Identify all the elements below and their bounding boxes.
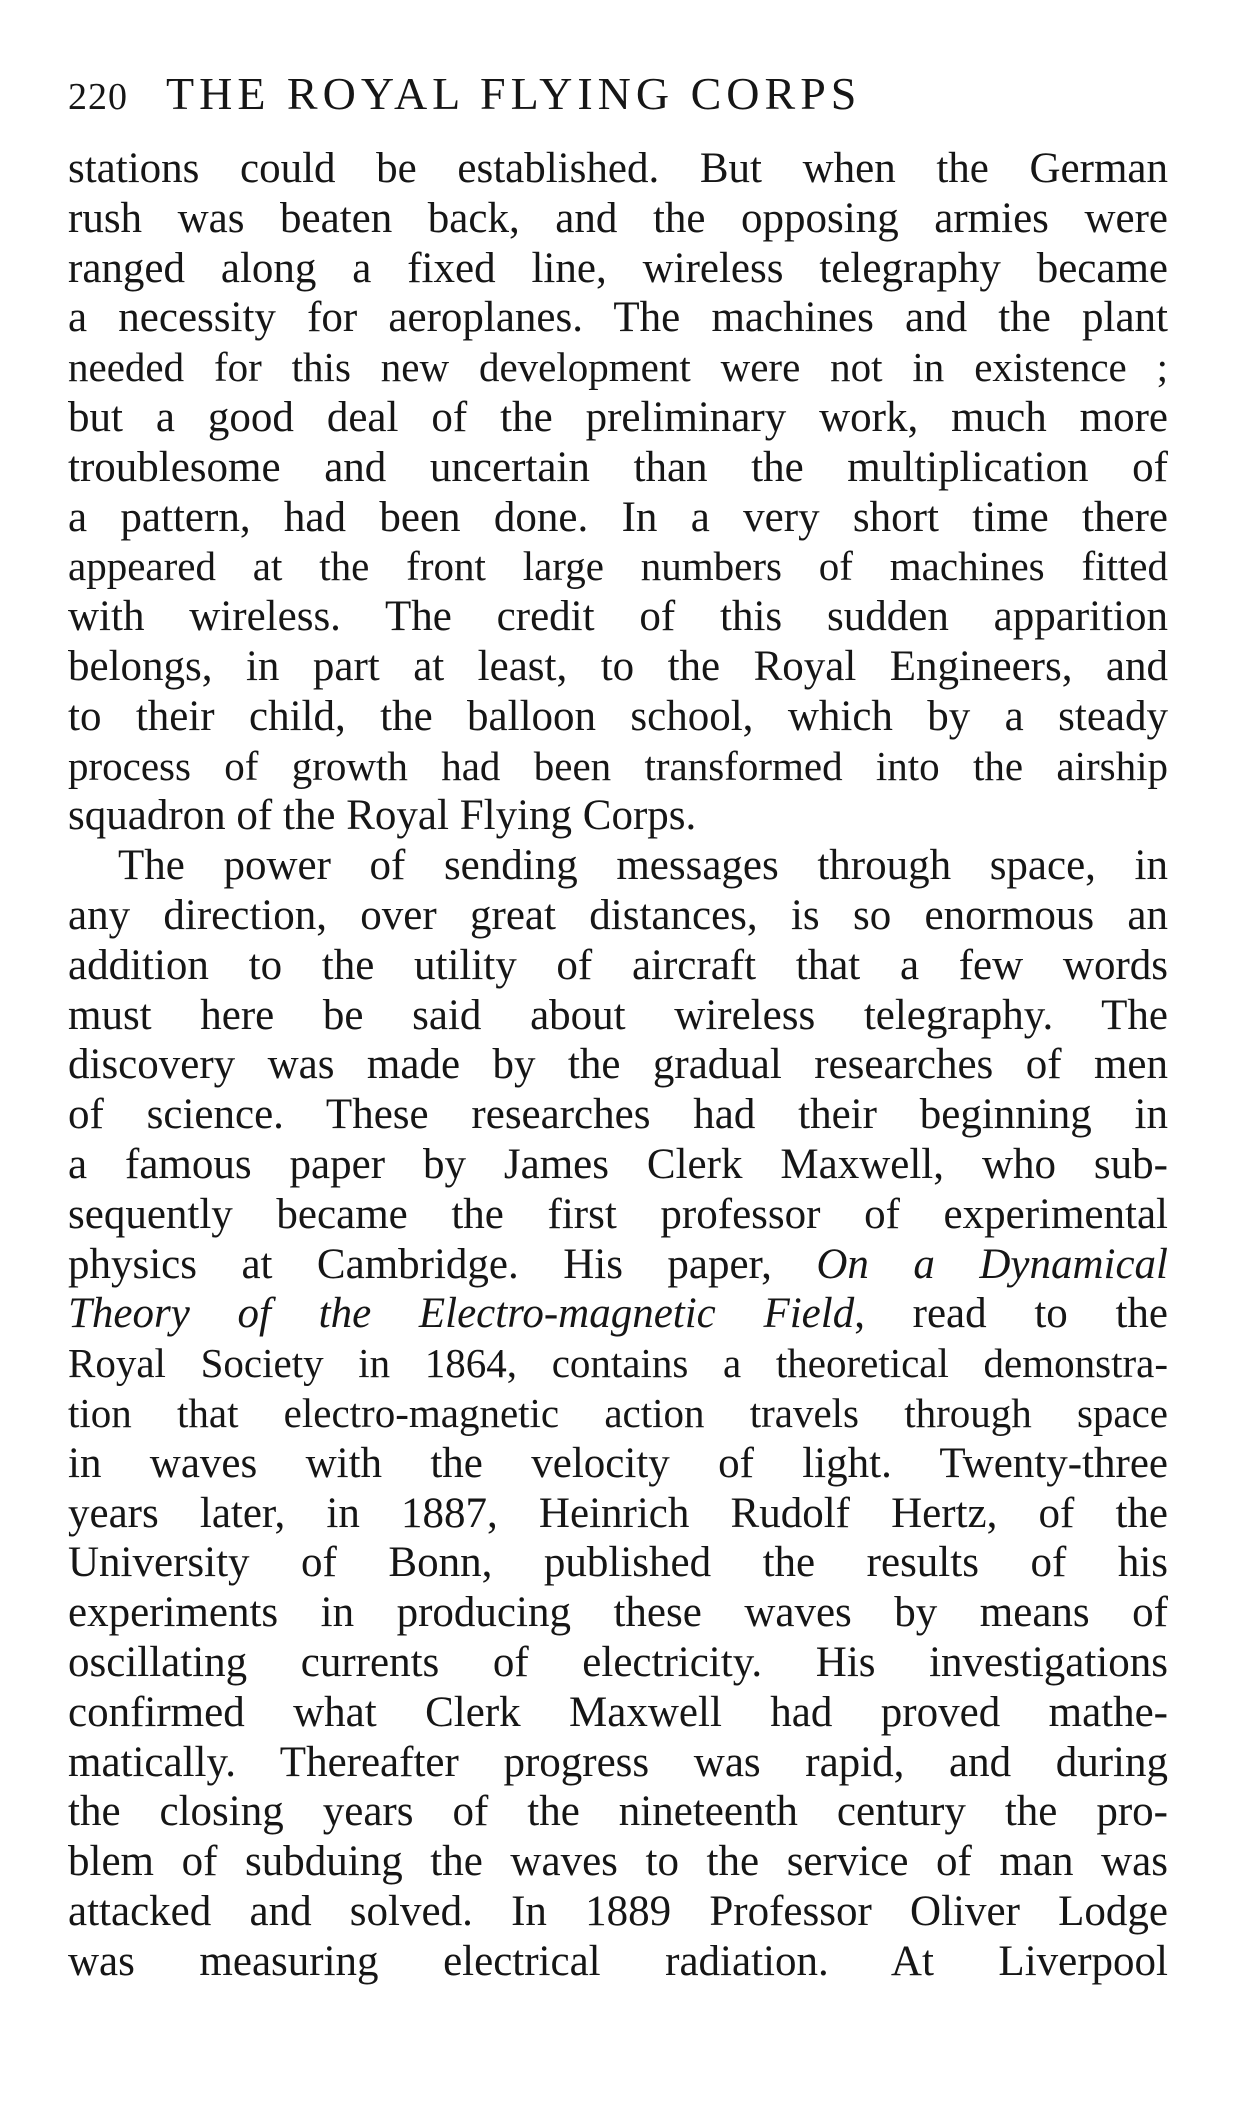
text-line: with wireless. The credit of this sudden apparition [68,593,1168,641]
text-line: blem of subduing the waves to the service of man was [68,1838,1168,1886]
text-line: belongs, in part at least, to the Royal Engineers, and [68,642,1168,690]
text-line: troublesome and uncertain than the multiplication of [68,443,1168,491]
text-line: appeared at the front large numbers of machines fitted [68,543,1168,590]
text-line: to their child, the balloon school, which by a steady [68,692,1168,740]
text-line: discovery was made by the gradual researches of men [68,1041,1168,1089]
text-line: needed for this new development were not in existence ; [68,344,1168,391]
text-line: a necessity for aeroplanes. The machines and the plant [68,294,1168,342]
text-line: sequently became the first professor of experimental [68,1190,1168,1238]
text-line: the closing years of the nineteenth century the pro- [68,1788,1168,1836]
text-line: process of growth had been transformed into the airship [68,742,1168,789]
text-line: Royal Society in 1864, contains a theoretical demonstra- [68,1340,1168,1387]
text-line: a pattern, had been done. In a very short time there [68,493,1168,541]
text-run: physics at Cambridge. His paper, [68,1240,817,1288]
page-number: 220 [68,76,128,118]
text-line: of science. These researches had their beginning in [68,1091,1168,1139]
text-line: matically. Thereafter progress was rapid, and during [68,1738,1168,1786]
text-line: The power of sending messages through space, in [118,842,1168,890]
text-run: , read to the [854,1290,1168,1338]
text-line: addition to the utility of aircraft that a few words [68,941,1168,989]
text-line: confirmed what Clerk Maxwell had proved mathe- [68,1688,1168,1736]
paper-title: On a Dynamical [816,1240,1168,1288]
book-title: THE ROYAL FLYING CORPS [166,68,862,119]
text-line: in waves with the velocity of light. Twenty-three [68,1439,1168,1487]
text-line: was measuring electrical radiation. At Liverpool [68,1937,1168,1985]
text-line: but a good deal of the preliminary work, much more [68,393,1168,441]
text-line: any direction, over great distances, is so enormous an [68,891,1168,939]
text-line: attacked and solved. In 1889 Professor Oliver Lodge [68,1887,1168,1935]
body-text [68,144,1168,1986]
text-line: University of Bonn, published the results of his [68,1539,1168,1587]
text-line: a famous paper by James Clerk Maxwell, who sub- [68,1140,1168,1188]
text-line [68,1289,1168,1339]
text-line: ranged along a fixed line, wireless telegraphy became [68,244,1168,292]
text-line: squadron of the Royal Flying Corps. [68,792,697,840]
running-head [68,62,1168,126]
text-line: stations could be established. But when the German [68,145,1168,192]
text-line: rush was beaten back, and the opposing armies were [68,194,1168,242]
text-line: must here be said about wireless telegraphy. The [68,991,1168,1039]
text-line: oscillating currents of electricity. His investigations [68,1638,1168,1686]
text-line: years later, in 1887, Heinrich Rudolf Hertz, of the [68,1489,1168,1537]
text-line: experiments in producing these waves by means of [68,1589,1168,1637]
paper-title: Theory of the Electro-magnetic Field [68,1290,855,1338]
text-line: tion that electro-magnetic action travels through space [68,1389,1168,1436]
text-line [68,1240,1168,1290]
